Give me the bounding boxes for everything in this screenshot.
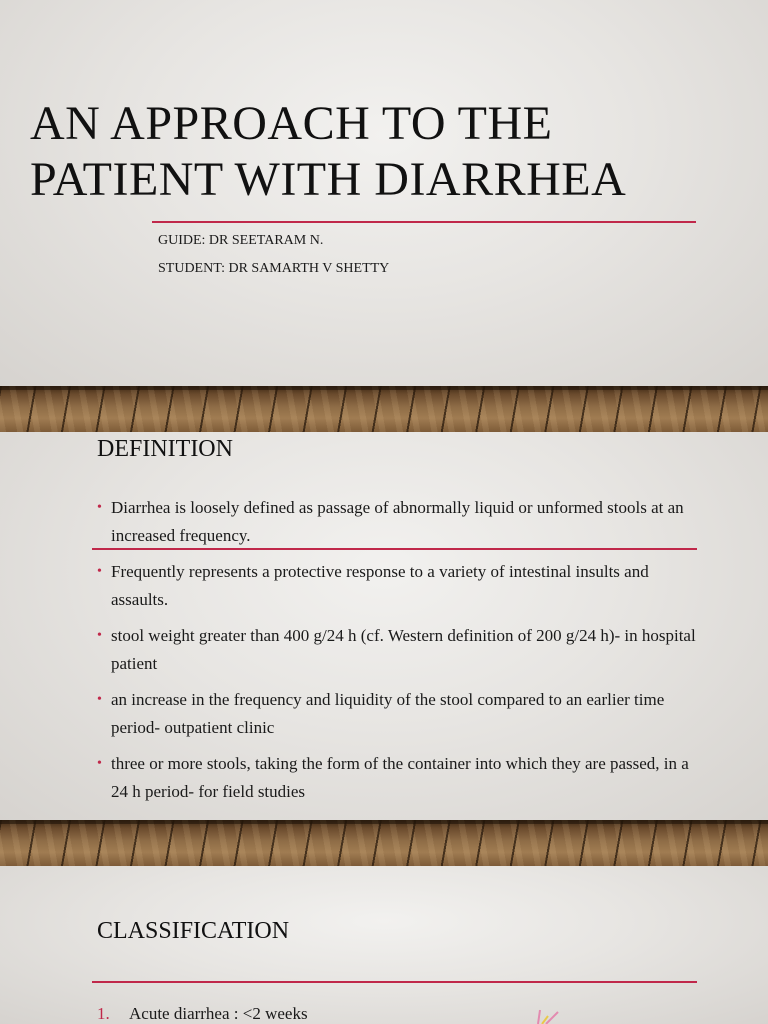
slide-title-line-1: AN APPROACH TO THE xyxy=(30,97,553,150)
bullet-dot-icon: • xyxy=(97,564,102,579)
bullet-text: Diarrhea is loosely defined as passage of abnormally liquid or unformed stools at an increased frequency. xyxy=(111,498,684,545)
bullet-text: stool weight greater than 400 g/24 h (cf. Western definition of 200 g/24 h)- in hospital patient xyxy=(111,626,696,673)
bullet-item xyxy=(97,494,697,550)
wood-floor-band xyxy=(0,820,768,866)
guide-text: GUIDE: DR SEETARAM N. xyxy=(158,233,324,248)
bullet-dot-icon: • xyxy=(97,500,102,515)
definition-divider xyxy=(92,548,697,550)
wood-floor-band xyxy=(0,386,768,432)
slide-title-line-2: PATIENT WITH DIARRHEA xyxy=(30,153,627,206)
title-slide xyxy=(0,0,768,386)
list-item-text: Acute diarrhea : <2 weeks xyxy=(129,1004,308,1023)
classification-slide xyxy=(0,866,768,1024)
title-divider xyxy=(152,221,696,223)
bullet-dot-icon: • xyxy=(97,628,102,643)
decorative-sprout-icon xyxy=(534,1006,562,1024)
bullet-dot-icon: • xyxy=(97,756,102,771)
classification-divider xyxy=(92,981,697,983)
bullet-text: an increase in the frequency and liquidity of the stool compared to an earlier time period- outpatient clinic xyxy=(111,690,665,737)
bullet-item xyxy=(97,558,697,614)
student-text: STUDENT: DR SAMARTH V SHETTY xyxy=(158,261,390,276)
slide-title xyxy=(30,96,730,208)
classification-heading: CLASSIFICATION xyxy=(97,918,290,944)
bullet-item xyxy=(97,686,697,742)
definition-bullet-list xyxy=(97,558,697,814)
list-number: 1. xyxy=(97,1004,110,1023)
definition-slide xyxy=(0,432,768,820)
bullet-text: Frequently represents a protective response to a variety of intestinal insults and assaults. xyxy=(111,562,649,609)
bullet-text: three or more stools, taking the form of the container into which they are passed, in a 24 h period- for field studies xyxy=(111,754,689,801)
classification-list xyxy=(97,1000,308,1024)
bullet-item xyxy=(97,622,697,678)
definition-heading: DEFINITION xyxy=(97,436,233,462)
bullet-dot-icon: • xyxy=(97,692,102,707)
list-item xyxy=(97,1000,308,1024)
bullet-item xyxy=(97,750,697,806)
